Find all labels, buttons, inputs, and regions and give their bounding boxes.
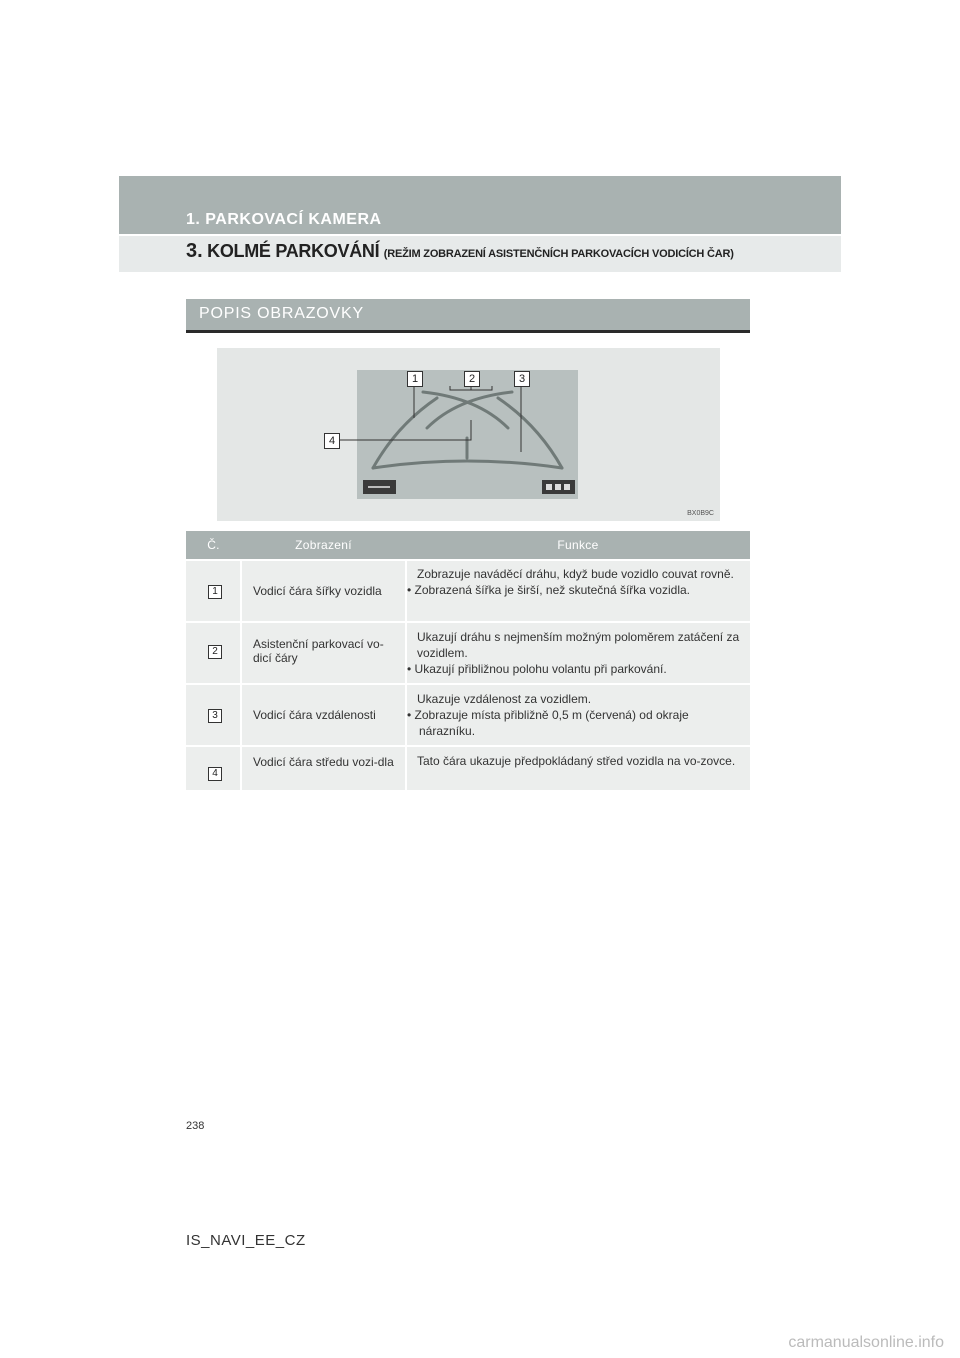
row-function: Ukazují dráhu s nejmenším možným poloměrem zatáčení za vozidlem. <box>417 630 740 660</box>
row-display: Asistenční parkovací vo-dicí čáry <box>253 637 384 665</box>
row-function: Tato čára ukazuje předpokládaný střed vozidla na vo-zovce. <box>417 754 736 768</box>
row-number-box: 1 <box>208 585 222 599</box>
callout-3: 3 <box>514 371 530 387</box>
section-subtitle: (REŽIM ZOBRAZENÍ ASISTENČNÍCH PARKOVACÍCH VODICÍCH ČAR) <box>383 248 734 260</box>
document-code: IS_NAVI_EE_CZ <box>186 1232 306 1249</box>
header-display: Zobrazení <box>241 531 406 560</box>
section-number: 3. <box>186 240 203 262</box>
row-number-box: 4 <box>208 767 222 781</box>
callout-2: 2 <box>464 371 480 387</box>
section-main-title: KOLMÉ PARKOVÁNÍ <box>207 241 380 261</box>
table-row: 3 Vodicí čára vzdálenosti Ukazuje vzdálenost za vozidlem. • Zobrazuje místa přibližně 0,5 m (červená) od okraje nárazníku. <box>186 684 750 746</box>
camera-figure <box>217 348 720 521</box>
row-bullet: Ukazují přibližnou polohu volantu při parkování. <box>414 662 667 676</box>
table-row <box>186 746 750 790</box>
callout-4: 4 <box>324 433 340 449</box>
watermark: carmanualsonline.info <box>788 1334 944 1351</box>
row-number-box: 2 <box>208 645 222 659</box>
row-display: Vodicí čára šířky vozidla <box>253 584 382 598</box>
table-row: 1 Vodicí čára šířky vozidla Zobrazuje naváděcí dráhu, když bude vozidlo couvat rovně. • Zobrazená šířka je širší, než skutečná šířka vozidla. <box>186 560 750 622</box>
subsection-title: POPIS OBRAZOVKY <box>199 305 364 322</box>
row-display: Vodicí čára středu vozi-dla <box>253 755 394 769</box>
chapter-title: 1. PARKOVACÍ KAMERA <box>186 211 382 228</box>
row-bullet: Zobrazuje místa přibližně 0,5 m (červená) od okraje nárazníku. <box>414 708 689 738</box>
page-number: 238 <box>186 1120 205 1132</box>
subsection-header <box>186 299 750 333</box>
header-number: Č. <box>186 531 241 560</box>
header-function: Funkce <box>406 531 750 560</box>
figure-code: BX0B9C <box>687 510 714 517</box>
row-bullet: Zobrazená šířka je širší, než skutečná šířka vozidla. <box>414 583 690 597</box>
row-function: Zobrazuje naváděcí dráhu, když bude vozidlo couvat rovně. <box>417 567 734 581</box>
table-header-row <box>186 531 750 560</box>
row-function: Ukazuje vzdálenost za vozidlem. <box>417 692 592 706</box>
section-title <box>186 240 734 263</box>
table-row: 2 Asistenční parkovací vo-dicí čáry Ukazují dráhu s nejmenším možným poloměrem zatáčení za vozidlem. • Ukazují přibližnou polohu volantu při parkování. <box>186 622 750 684</box>
description-table <box>186 531 750 790</box>
callout-1: 1 <box>407 371 423 387</box>
row-number-box: 3 <box>208 709 222 723</box>
row-display: Vodicí čára vzdálenosti <box>253 708 376 722</box>
